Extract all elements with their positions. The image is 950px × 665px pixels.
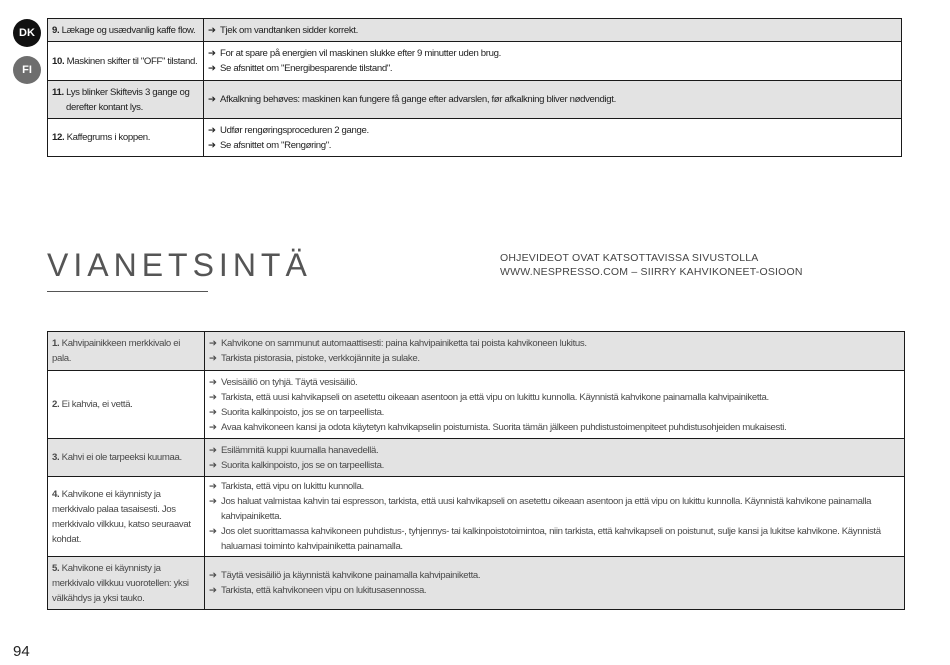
arrow-right-icon: ➔ xyxy=(209,526,217,537)
table-row xyxy=(48,119,902,157)
solution-text: Tarkista, että uusi kahvikapseli on asetettu oikeaan asentoon ja että vipu on lukittu kunnolla. Käynnistä kahvikone painamalla kahvipainiketta. xyxy=(221,391,769,403)
solution-text: Avaa kahvikoneen kansi ja odota käytetyn kahvikapselin poistumista. Suorita tämän jälkeen puhdistustoimenpiteet puhdistusohjeiden mukaisesti. xyxy=(221,421,787,433)
problem-number: 2. xyxy=(52,399,60,410)
solution-cell xyxy=(205,477,905,557)
table-row xyxy=(48,19,902,42)
solution-item xyxy=(208,123,897,138)
problem-text: Kahvikone ei käynnisty ja merkkivalo palaa tasaisesti. Jos merkkivalo vilkkuu, katso seuraavat kohdat. xyxy=(52,488,191,545)
solution-item xyxy=(209,420,900,435)
arrow-right-icon: ➔ xyxy=(209,459,217,471)
solution-text: Udfør rengøringsproceduren 2 gange. xyxy=(220,124,369,136)
arrow-right-icon: ➔ xyxy=(208,139,216,151)
problem-number: 4. xyxy=(52,488,60,500)
problem-text: Maskinen skifter til "OFF" tilstand. xyxy=(66,55,198,67)
arrow-right-icon: ➔ xyxy=(209,421,217,433)
table-row xyxy=(48,371,905,439)
arrow-right-icon: ➔ xyxy=(209,444,217,456)
solution-item xyxy=(208,61,897,76)
solution-item xyxy=(209,479,900,494)
solution-item xyxy=(209,336,900,351)
solution-text: Esilämmitä kuppi kuumalla hanavedellä. xyxy=(221,444,379,456)
section-title: VIANETSINTÄ xyxy=(47,247,312,283)
solution-item xyxy=(208,46,897,61)
table-row xyxy=(48,332,905,371)
solution-item xyxy=(209,390,900,405)
problem-text: Kahvikone ei käynnisty ja merkkivalo vilkkuu vuorotellen: yksi välkähdys ja yksi tauko. xyxy=(52,562,189,604)
solution-cell xyxy=(205,371,905,439)
problem-number: 10. xyxy=(52,55,65,67)
solution-text: Afkalkning behøves: maskinen kan fungere få gange efter advarslen, før afkalkning bliver nødvendigt. xyxy=(220,94,616,105)
problem-number: 1. xyxy=(52,338,60,349)
problem-cell xyxy=(48,439,205,477)
problem-number: 5. xyxy=(52,562,60,574)
solution-item xyxy=(209,375,900,390)
table-row xyxy=(48,477,905,557)
solution-text: Vesisäiliö on tyhjä. Täytä vesisäiliö. xyxy=(221,376,358,388)
solution-text: Täytä vesisäiliö ja käynnistä kahvikone painamalla kahvipainiketta. xyxy=(221,570,481,581)
solution-cell xyxy=(204,42,902,81)
table-row xyxy=(48,439,905,477)
language-badge-dk: DK xyxy=(13,19,41,47)
solution-cell xyxy=(205,439,905,477)
solution-item xyxy=(209,494,900,524)
arrow-right-icon: ➔ xyxy=(209,406,217,418)
problem-cell xyxy=(48,557,205,610)
problem-text: Ei kahvia, ei vettä. xyxy=(61,399,133,410)
problem-text: Lys blinker Skiftevis 3 gange og xyxy=(66,86,190,98)
solution-item xyxy=(209,351,900,366)
arrow-right-icon: ➔ xyxy=(208,48,216,59)
problem-number: 9. xyxy=(52,24,60,36)
arrow-right-icon: ➔ xyxy=(209,585,217,596)
problem-cell xyxy=(48,477,205,557)
solution-item xyxy=(209,583,900,598)
video-note-line1: OHJEVIDEOT OVAT KATSOTTAVISSA SIVUSTOLLA xyxy=(500,252,759,264)
solution-text: Tarkista pistorasia, pistoke, verkkojännite ja sulake. xyxy=(221,353,420,364)
solution-text: Suorita kalkinpoisto, jos se on tarpeellista. xyxy=(221,459,384,471)
problem-text: Lækage og usædvanlig kaffe flow. xyxy=(61,24,196,36)
solution-text: Tjek om vandtanken sidder korrekt. xyxy=(220,24,358,36)
problem-text: Kahvi ei ole tarpeeksi kuumaa. xyxy=(61,452,182,463)
solution-cell xyxy=(205,332,905,371)
solution-item xyxy=(209,568,900,583)
solution-text: For at spare på energien vil maskinen slukke efter 9 minutter uden brug. xyxy=(220,48,501,59)
table-row xyxy=(48,557,905,610)
solution-text: Se afsnittet om "Rengøring". xyxy=(220,139,332,151)
problem-cell xyxy=(48,332,205,371)
solution-text: Kahvikone on sammunut automaattisesti: paina kahvipainiketta tai poista kahvikoneen lukitus. xyxy=(221,338,587,349)
problem-number: 12. xyxy=(52,132,65,143)
problem-cell xyxy=(48,42,204,81)
table-row xyxy=(48,81,902,119)
solution-item xyxy=(209,458,900,473)
arrow-right-icon: ➔ xyxy=(209,338,217,349)
solution-item xyxy=(208,138,897,153)
arrow-right-icon: ➔ xyxy=(209,353,217,364)
arrow-right-icon: ➔ xyxy=(209,570,217,581)
solution-text: Jos olet suorittamassa kahvikoneen puhdistus-, tyhjennys- tai kalkinpoistotoimintoa, niin tarkista, että kahvikapseli on poistunut, sulje kansi ja lukitse kahvikone. Käynnistä haluamasi toiminto kahvipainiketta painamalla. xyxy=(221,526,881,552)
video-note-line2: WWW.NESPRESSO.COM – SIIRRY KAHVIKONEET-OSIOON xyxy=(500,266,803,278)
solution-cell xyxy=(205,557,905,610)
problem-number: 3. xyxy=(52,452,60,463)
solution-text: Suorita kalkinpoisto, jos se on tarpeellista. xyxy=(221,406,384,418)
arrow-right-icon: ➔ xyxy=(208,24,216,36)
video-note xyxy=(500,251,803,279)
troubleshooting-table-fi xyxy=(47,331,905,610)
solution-text: Jos haluat valmistaa kahvin tai espresson, tarkista, että uusi kahvikapseli on asetettu oikeaan asentoon ja että vipu on lukittu kunnolla. Käynnistä kahvikone painamalla kahvipainiketta. xyxy=(221,496,872,522)
solution-item xyxy=(208,23,897,38)
problem-cell xyxy=(48,371,205,439)
solution-text: Se afsnittet om "Energibesparende tilstand". xyxy=(220,63,393,74)
solution-item xyxy=(209,524,900,554)
solution-cell xyxy=(204,119,902,157)
problem-text: Kaffegrums i koppen. xyxy=(66,132,151,143)
solution-item xyxy=(208,92,897,107)
arrow-right-icon: ➔ xyxy=(208,124,216,136)
arrow-right-icon: ➔ xyxy=(208,94,216,105)
solution-cell xyxy=(204,19,902,42)
problem-cell xyxy=(48,19,204,42)
problem-text-continued: derefter kontant lys. xyxy=(66,101,143,113)
arrow-right-icon: ➔ xyxy=(209,391,217,403)
arrow-right-icon: ➔ xyxy=(209,481,217,492)
solution-item xyxy=(209,443,900,458)
problem-text: Kahvipainikkeen merkkivalo ei pala. xyxy=(52,338,181,364)
table-row xyxy=(48,42,902,81)
solution-text: Tarkista, että kahvikoneen vipu on lukitusasennossa. xyxy=(221,585,427,596)
language-badge-fi: FI xyxy=(13,56,41,84)
solution-text: Tarkista, että vipu on lukittu kunnolla. xyxy=(221,481,364,492)
arrow-right-icon: ➔ xyxy=(209,376,217,388)
arrow-right-icon: ➔ xyxy=(209,496,217,507)
solution-item xyxy=(209,405,900,420)
arrow-right-icon: ➔ xyxy=(208,63,216,74)
problem-number: 11. xyxy=(52,86,64,98)
problem-cell xyxy=(48,119,204,157)
title-underline xyxy=(47,291,208,292)
troubleshooting-table-dk xyxy=(47,18,902,157)
page-number: 94 xyxy=(13,643,30,660)
problem-cell xyxy=(48,81,204,119)
solution-cell xyxy=(204,81,902,119)
